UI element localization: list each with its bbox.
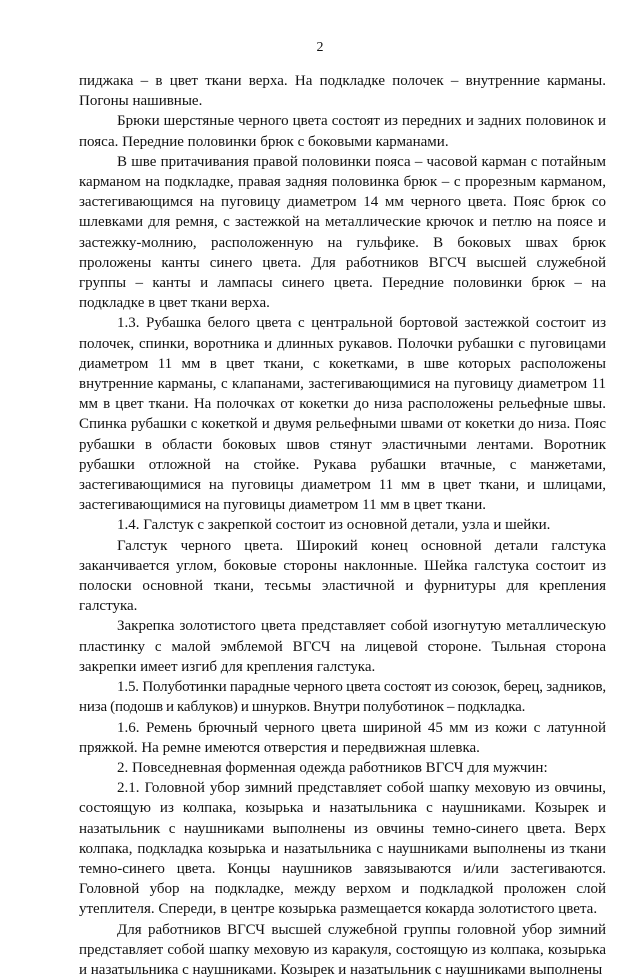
paragraph-winter-hat-senior: Для работников ВГСЧ высшей служебной группы головной убор зимний представляет собой шапку меховую из каракуля, состоящую из колпака, козырька и назатыльника с наушниками. Козырек и назатыльник с наушниками выполнены [79, 921, 606, 978]
document-body [79, 71, 606, 980]
paragraph-tie-clip: Закрепка золотистого цвета представляет собой изогнутую металлическую пластинку с малой эмблемой ВГСЧ на лицевой стороне. Тыльная сторона закрепки имеет изгиб для крепления галстука. [79, 618, 606, 675]
paragraph-shirt: 1.3. Рубашка белого цвета с центральной бортовой застежкой состоит из полочек, спинки, воротника и длинных рукавов. Полочки рубашки с пуговицами диаметром 11 мм в цвет ткани, с кокетками, в шве которых расположены внутренние карманы, с клапанами, застегивающимися на пуговицу диаметром 11 мм в цвет ткани. На полочках от кокетки до низа расположены рельефные швы. Спинка рубашки с кокеткой и двумя рельефными швами от кокетки до низа. Пояс рубашки в области боковых швов стянут эластичными лентами. Воротник рубашки отложной на стойке. Рукава рубашки втачные, с манжетами, застегивающимися на пуговицы диаметром 11 мм в цвет ткани, и шлицами, застегивающимися на пуговицы диаметром 11 мм в цвет ткани. [79, 315, 606, 514]
paragraph-section-2: 2. Повседневная форменная одежда работников ВГСЧ для мужчин: [117, 759, 548, 776]
paragraph-tie: 1.4. Галстук с закрепкой состоит из основной детали, узла и шейки. [117, 517, 551, 534]
paragraph-tie-details: Галстук черного цвета. Широкий конец основной детали галстука заканчивается углом, боковые стороны наклонные. Шейка галстука состоит из полоски основной ткани, тесьмы эластичной и фурнитуры для крепления галстука. [79, 537, 606, 615]
paragraph-continuation: пиджака – в цвет ткани верха. На подкладке полочек – внутренние карманы. Погоны нашивные. [79, 73, 606, 110]
paragraph-shoes: 1.5. Полуботинки парадные черного цвета состоят из союзок, берец, задников, низа (подошв и каблуков) и шнурков. Внутри полуботинок – подкладка. [79, 679, 606, 716]
paragraph-belt: 1.6. Ремень брючный черного цвета шириной 45 мм из кожи с латунной пряжкой. На ремне имеются отверстия и передвижная шлевка. [79, 719, 606, 756]
paragraph-winter-hat: 2.1. Головной убор зимний представляет собой шапку меховую из овчины, состоящую из колпака, козырька и назатыльника с наушниками. Козырек и назатыльник с наушниками выполнены из овчины темно-синего цвета. Верх колпака, подкладка козырька и назатыльника с наушниками выполнены из ткани темно-синего цвета. Концы наушников завязываются и/или застегиваются. Головной убор на подкладке, между верхом и подкладкой проложен слой утеплителя. Спереди, в центре козырька размещается кокарда золотистого цвета. [79, 780, 606, 918]
paragraph-trousers: Брюки шерстяные черного цвета состоят из передних и задних половинок и пояса. Передние половинки брюк с боковыми карманами. [79, 113, 606, 150]
paragraph-trousers-details: В шве притачивания правой половинки пояса – часовой карман с потайным карманом на подкладке, правая задняя половинка брюк – с прорезным карманом, застегивающимся на пуговицу диаметром 14 мм черного цвета. Пояс брюк со шлевками для ремня, с застежкой на металлические крючок и петлю на поясе и застежку-молнию, расположенную на гульфике. В боковых швах брюк проложены канты синего цвета. Для работников ВГСЧ высшей служебной группы – канты и лампасы синего цвета. Передние половинки брюк – на подкладке в цвет ткани верха. [79, 153, 606, 312]
page-number: 2 [316, 40, 324, 55]
